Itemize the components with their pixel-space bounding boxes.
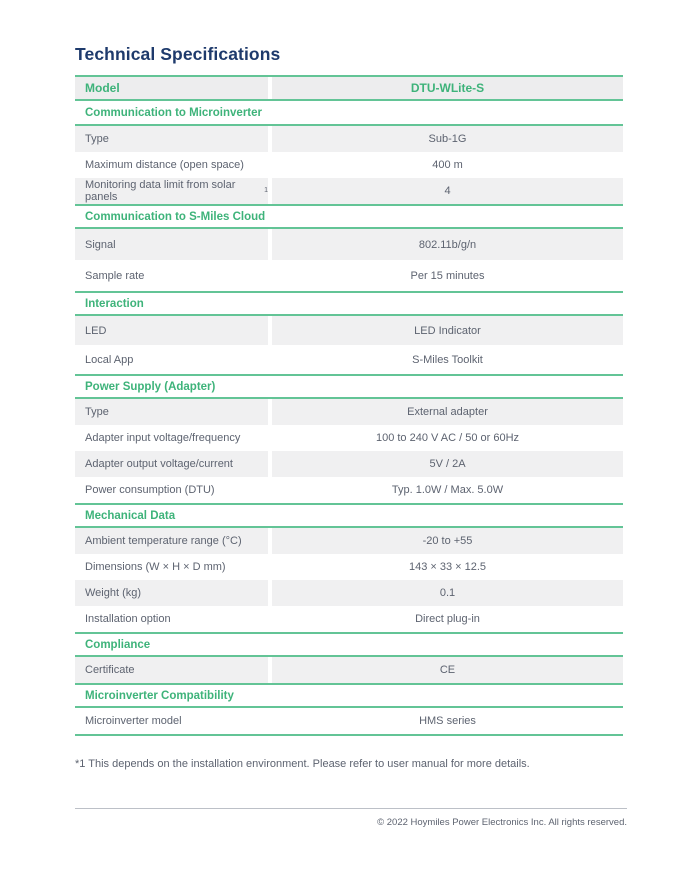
- section-header-power-supply-adapter: Power Supply (Adapter): [75, 374, 623, 399]
- page: [75, 44, 629, 828]
- spec-value: 802.11b/g/n: [272, 229, 623, 260]
- spec-label: Adapter output voltage/current: [75, 451, 268, 477]
- table-row: [75, 606, 623, 632]
- section-header-communication-to-s-miles-cloud: Communication to S-Miles Cloud: [75, 204, 623, 229]
- spec-value: HMS series: [419, 715, 476, 727]
- table-row: [75, 260, 623, 291]
- spec-label: Power consumption (DTU): [85, 484, 215, 496]
- table-row: [75, 126, 623, 152]
- table-row: [75, 152, 623, 178]
- spec-value: -20 to +55: [272, 528, 623, 554]
- spec-value: 400 m: [432, 159, 463, 171]
- page-title: Technical Specifications: [75, 44, 281, 64]
- table-row: [75, 451, 623, 477]
- table-row: [75, 554, 623, 580]
- section-header-compliance: Compliance: [75, 632, 623, 657]
- model-header-row: [75, 75, 623, 101]
- table-row: [75, 528, 623, 554]
- table-row: [75, 316, 623, 345]
- section-header-interaction: Interaction: [75, 291, 623, 316]
- table-row: [75, 477, 623, 503]
- spec-label: Installation option: [85, 613, 171, 625]
- spec-label: Certificate: [75, 657, 268, 683]
- table-row: [75, 229, 623, 260]
- spec-label: Maximum distance (open space): [85, 159, 244, 171]
- spec-value: Sub-1G: [272, 126, 623, 152]
- spec-label: Ambient temperature range (°C): [75, 528, 268, 554]
- spec-label: LED: [75, 316, 268, 345]
- spec-label: Type: [75, 126, 268, 152]
- spec-value: Typ. 1.0W / Max. 5.0W: [391, 484, 504, 496]
- spec-value: S-Miles Toolkit: [412, 353, 483, 366]
- spec-label: Dimensions (W × H × D mm): [85, 561, 226, 573]
- model-header-label: Model: [75, 77, 268, 99]
- spec-value: 100 to 240 V AC / 50 or 60Hz: [375, 432, 520, 444]
- spec-label: Microinverter model: [85, 715, 182, 727]
- section-header-communication-to-microinverter: Communication to Microinverter: [75, 101, 623, 126]
- footer-divider: [75, 808, 627, 809]
- spec-value: LED Indicator: [272, 316, 623, 345]
- footnote: *1 This depends on the installation environment. Please refer to user manual for more details.: [75, 758, 530, 770]
- spec-table: [75, 75, 623, 736]
- spec-label: Signal: [75, 229, 268, 260]
- spec-value: 0.1: [272, 580, 623, 606]
- table-row: [75, 708, 623, 734]
- section-header-mechanical-data: Mechanical Data: [75, 503, 623, 528]
- spec-value: External adapter: [272, 399, 623, 425]
- spec-value: CE: [272, 657, 623, 683]
- table-row: [75, 425, 623, 451]
- model-header-value: DTU-WLite-S: [272, 77, 623, 99]
- spec-value: 5V / 2A: [272, 451, 623, 477]
- spec-value: 143 × 33 × 12.5: [408, 561, 487, 573]
- table-row: [75, 345, 623, 374]
- copyright: © 2022 Hoymiles Power Electronics Inc. All rights reserved.: [377, 817, 627, 828]
- spec-label: Weight (kg): [75, 580, 268, 606]
- spec-label: Adapter input voltage/frequency: [85, 432, 241, 444]
- spec-label: Sample rate: [85, 269, 145, 282]
- spec-label: Type: [75, 399, 268, 425]
- table-row: [75, 657, 623, 683]
- table-row: [75, 178, 623, 204]
- spec-value: 4: [272, 178, 623, 204]
- spec-label: Monitoring data limit from solar panels 1: [75, 178, 268, 204]
- table-row: [75, 399, 623, 425]
- spec-value: Per 15 minutes: [410, 269, 485, 282]
- spec-value: Direct plug-in: [415, 613, 480, 625]
- spec-label: Local App: [85, 353, 134, 366]
- table-row: [75, 580, 623, 606]
- section-header-microinverter-compatibility: Microinverter Compatibility: [75, 683, 623, 708]
